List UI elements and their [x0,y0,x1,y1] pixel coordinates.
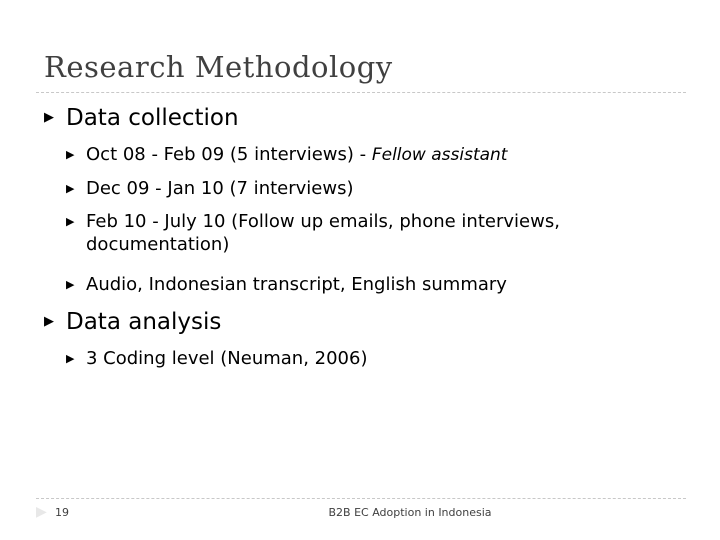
triangle-right-icon: ▶ [44,314,54,329]
triangle-right-icon: ▶ [44,110,54,125]
list-item [66,177,646,200]
list-item [66,273,646,296]
title-divider [36,92,686,93]
page-number: 19 [55,506,69,519]
slide-title: Research Methodology [44,50,393,84]
list-item-text: 3 Coding level (Neuman, 2006) [86,348,368,369]
triangle-right-icon: ▶ [36,504,47,520]
list-item-emphasis: Fellow assistant [371,145,508,165]
triangle-right-icon: ▶ [66,278,75,291]
list-item-text: Audio, Indonesian transcript, English summary [86,274,507,295]
footer-caption: B2B EC Adoption in Indonesia [328,506,492,519]
section-data-analysis [44,310,221,334]
list-item-text: Dec 09 - Jan 10 (7 interviews) [86,178,354,199]
triangle-right-icon: ▶ [66,148,75,161]
list-item-text: Oct 08 - Feb 09 (5 interviews) - Fellow assistant [86,144,508,165]
section-data-collection [44,106,239,130]
triangle-right-icon: ▶ [66,352,75,365]
triangle-right-icon: ▶ [66,182,75,195]
section-heading: Data collection [66,105,239,131]
list-item-text: Feb 10 - July 10 (Follow up emails, phone interviews, documentation) [86,211,560,255]
section-heading: Data analysis [66,309,222,335]
list-item [66,347,646,370]
triangle-right-icon: ▶ [66,215,75,228]
list-item [66,210,646,256]
footer-divider [36,498,686,499]
list-item [66,143,646,167]
